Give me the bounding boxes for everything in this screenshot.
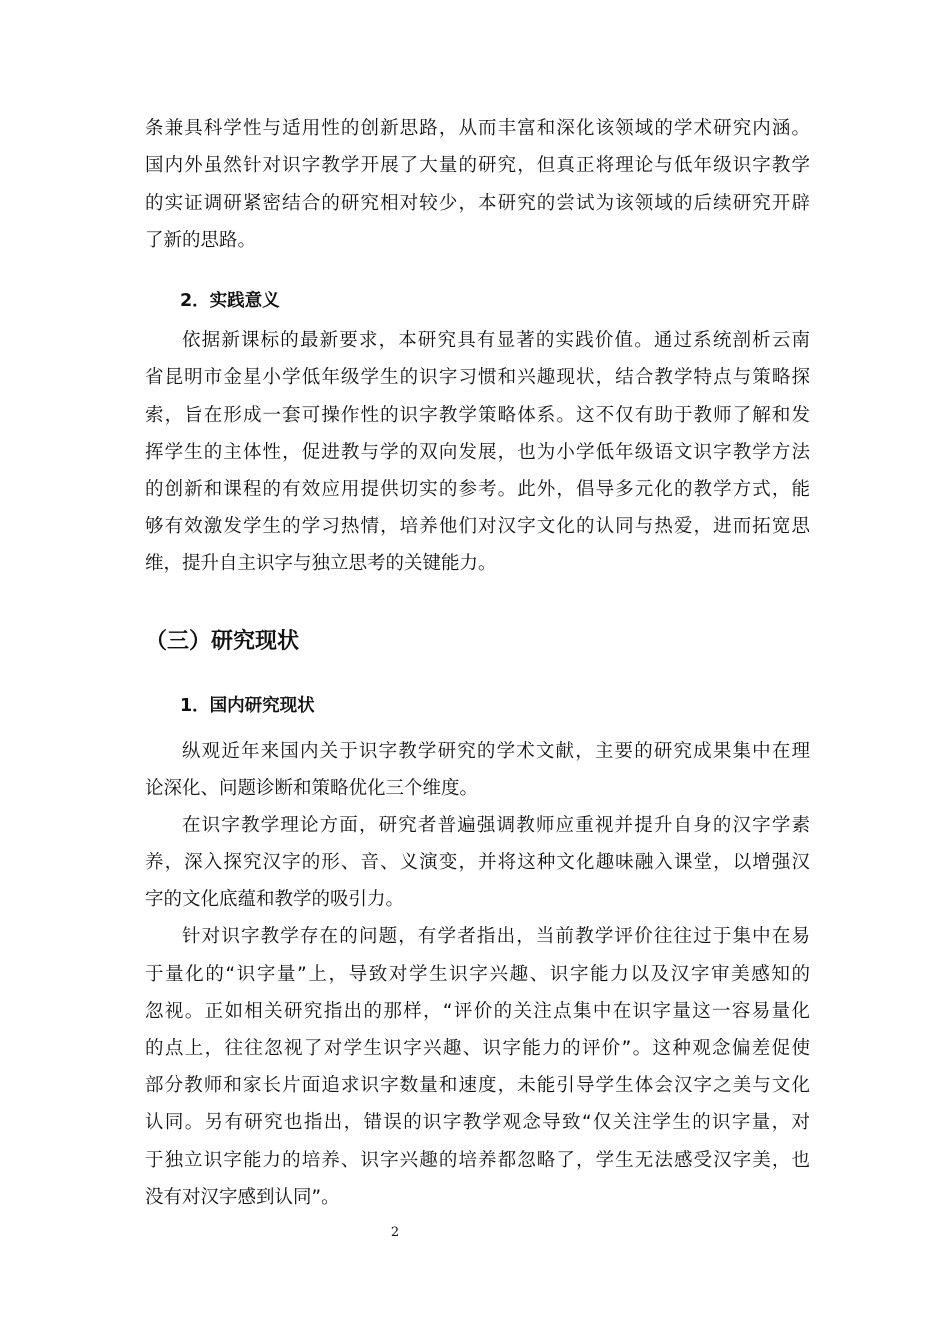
section-heading: （三）研究现状 (145, 629, 300, 654)
sub-heading: 1．国内研究现状 (180, 696, 315, 716)
practice-heading: 2．实践意义 (180, 291, 280, 311)
text-line: 论深化、问题诊断和策略优化三个维度。 (145, 778, 479, 799)
text-line: 认同。另有研究也指出，错误的识字教学观念导致“仅关注学生的识字量，对 (145, 1112, 810, 1133)
text-line: 忽视。正如相关研究指出的那样，“评价的关注点集中在识字量这一容易量化 (145, 1001, 810, 1022)
text-line: 的点上，往往忽视了对学生识字兴趣、识字能力的评价”。这种观念偏差促使 (145, 1038, 810, 1059)
text-line: 于量化的“识字量”上，导致对学生识字兴趣、识字能力以及汉字审美感知的 (145, 964, 810, 985)
text-line: 没有对汉字感到认同”。 (145, 1187, 340, 1208)
text-line: 索，旨在形成一套可操作性的识字教学策略体系。这不仅有助于教师了解和发 (145, 405, 810, 426)
text-line: 了新的思路。 (145, 230, 257, 251)
text-line: 于独立识字能力的培养、识字兴趣的培养都忽略了，学生无法感受汉字美，也 (145, 1150, 810, 1171)
text-line: 纵观近年来国内关于识字教学研究的学术文献，主要的研究成果集中在理 (182, 741, 810, 762)
text-line: 字的文化底蕴和教学的吸引力。 (145, 889, 405, 910)
text-line: 省昆明市金星小学低年级学生的识字习惯和兴趣现状，结合教学特点与策略探 (145, 367, 810, 388)
text-line: 够有效激发学生的学习热情，培养他们对汉字文化的认同与热爱，进而拓宽思 (145, 516, 810, 537)
text-line: 针对识字教学存在的问题，有学者指出，当前教学评价往往过于集中在易 (182, 926, 810, 947)
text-line: 依据新课标的最新要求，本研究具有显著的实践价值。通过系统剖析云南 (182, 330, 810, 351)
text-line: 的创新和课程的有效应用提供切实的参考。此外，倡导多元化的教学方式，能 (145, 479, 810, 500)
text-line: 部分教师和家长片面追求识字数量和速度，未能引导学生体会汉字之美与文化 (145, 1075, 810, 1096)
text-line: 条兼具科学性与适用性的创新思路，从而丰富和深化该领域的学术研究内涵。 (145, 118, 810, 139)
text-line: 养，深入探究汉字的形、音、义演变，并将这种文化趣味融入课堂，以增强汉 (145, 852, 810, 873)
text-line: 维，提升自主识字与独立思考的关键能力。 (145, 553, 497, 574)
text-line: 国内外虽然针对识字教学开展了大量的研究，但真正将理论与低年级识字教学 (145, 155, 810, 176)
text-line: 的实证调研紧密结合的研究相对较少，本研究的尝试为该领域的后续研究开辟 (145, 193, 810, 214)
text-line: 在识字教学理论方面，研究者普遍强调教师应重视并提升自身的汉字学素 (182, 815, 810, 836)
text-line: 挥学生的主体性，促进教与学的双向发展，也为小学低年级语文识字教学方法 (145, 442, 810, 463)
page-number: 2 (390, 1225, 400, 1240)
